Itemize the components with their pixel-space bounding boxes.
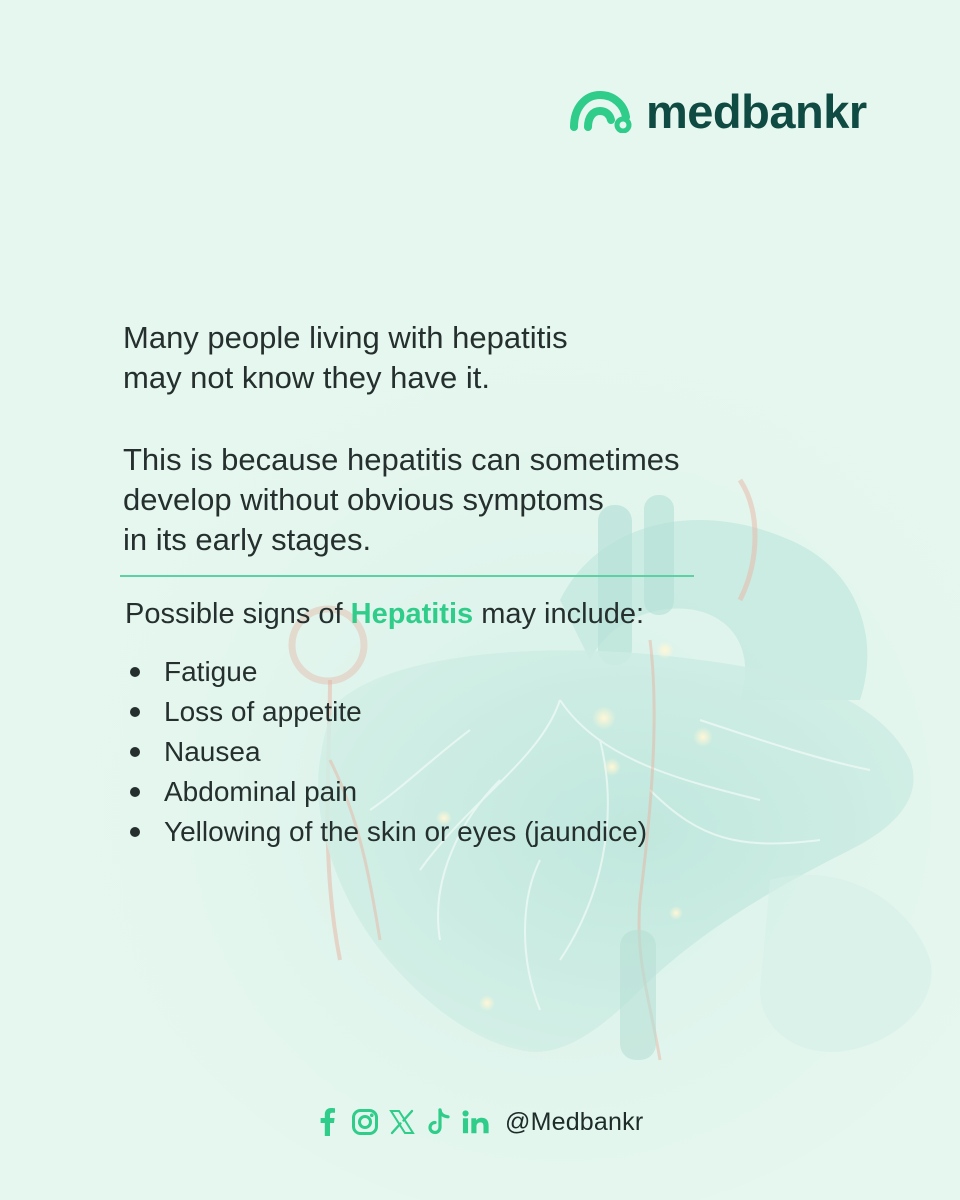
signs-heading-prefix: Possible signs of	[125, 598, 351, 630]
bullet-icon	[130, 667, 140, 677]
sign-label: Fatigue	[164, 656, 258, 687]
linkedin-icon[interactable]	[462, 1108, 490, 1136]
instagram-icon[interactable]	[351, 1108, 379, 1136]
brand-logo	[568, 86, 867, 136]
x-icon[interactable]	[388, 1108, 416, 1136]
signs-list	[125, 652, 647, 852]
facebook-icon[interactable]	[314, 1108, 342, 1136]
intro-section	[123, 318, 763, 560]
social-handle[interactable]: @Medbankr	[505, 1107, 644, 1136]
signs-heading	[125, 595, 644, 633]
list-item	[125, 732, 647, 772]
sign-label: Loss of appetite	[164, 696, 362, 727]
medbankr-logo-icon	[568, 89, 638, 133]
list-item	[125, 812, 647, 852]
bullet-icon	[130, 747, 140, 757]
intro-paragraph-2: This is because hepatitis can sometimes develop without obvious symptoms in its early stages.	[123, 442, 680, 557]
intro-paragraph-1: Many people living with hepatitis may not know they have it.	[123, 320, 568, 395]
list-item	[125, 652, 647, 692]
list-item	[125, 692, 647, 732]
brand-name: medbankr	[646, 84, 867, 138]
signs-heading-highlight: Hepatitis	[350, 598, 474, 630]
section-divider	[120, 575, 694, 577]
sign-label: Abdominal pain	[164, 776, 358, 807]
tiktok-icon[interactable]	[425, 1108, 453, 1136]
signs-heading-suffix: may include:	[473, 598, 645, 630]
social-footer	[314, 1104, 643, 1140]
bullet-icon	[130, 787, 140, 797]
bullet-icon	[130, 827, 140, 837]
list-item	[125, 772, 647, 812]
sign-label: Nausea	[164, 736, 261, 767]
sign-label: Yellowing of the skin or eyes (jaundice)	[164, 816, 648, 847]
bullet-icon	[130, 707, 140, 717]
